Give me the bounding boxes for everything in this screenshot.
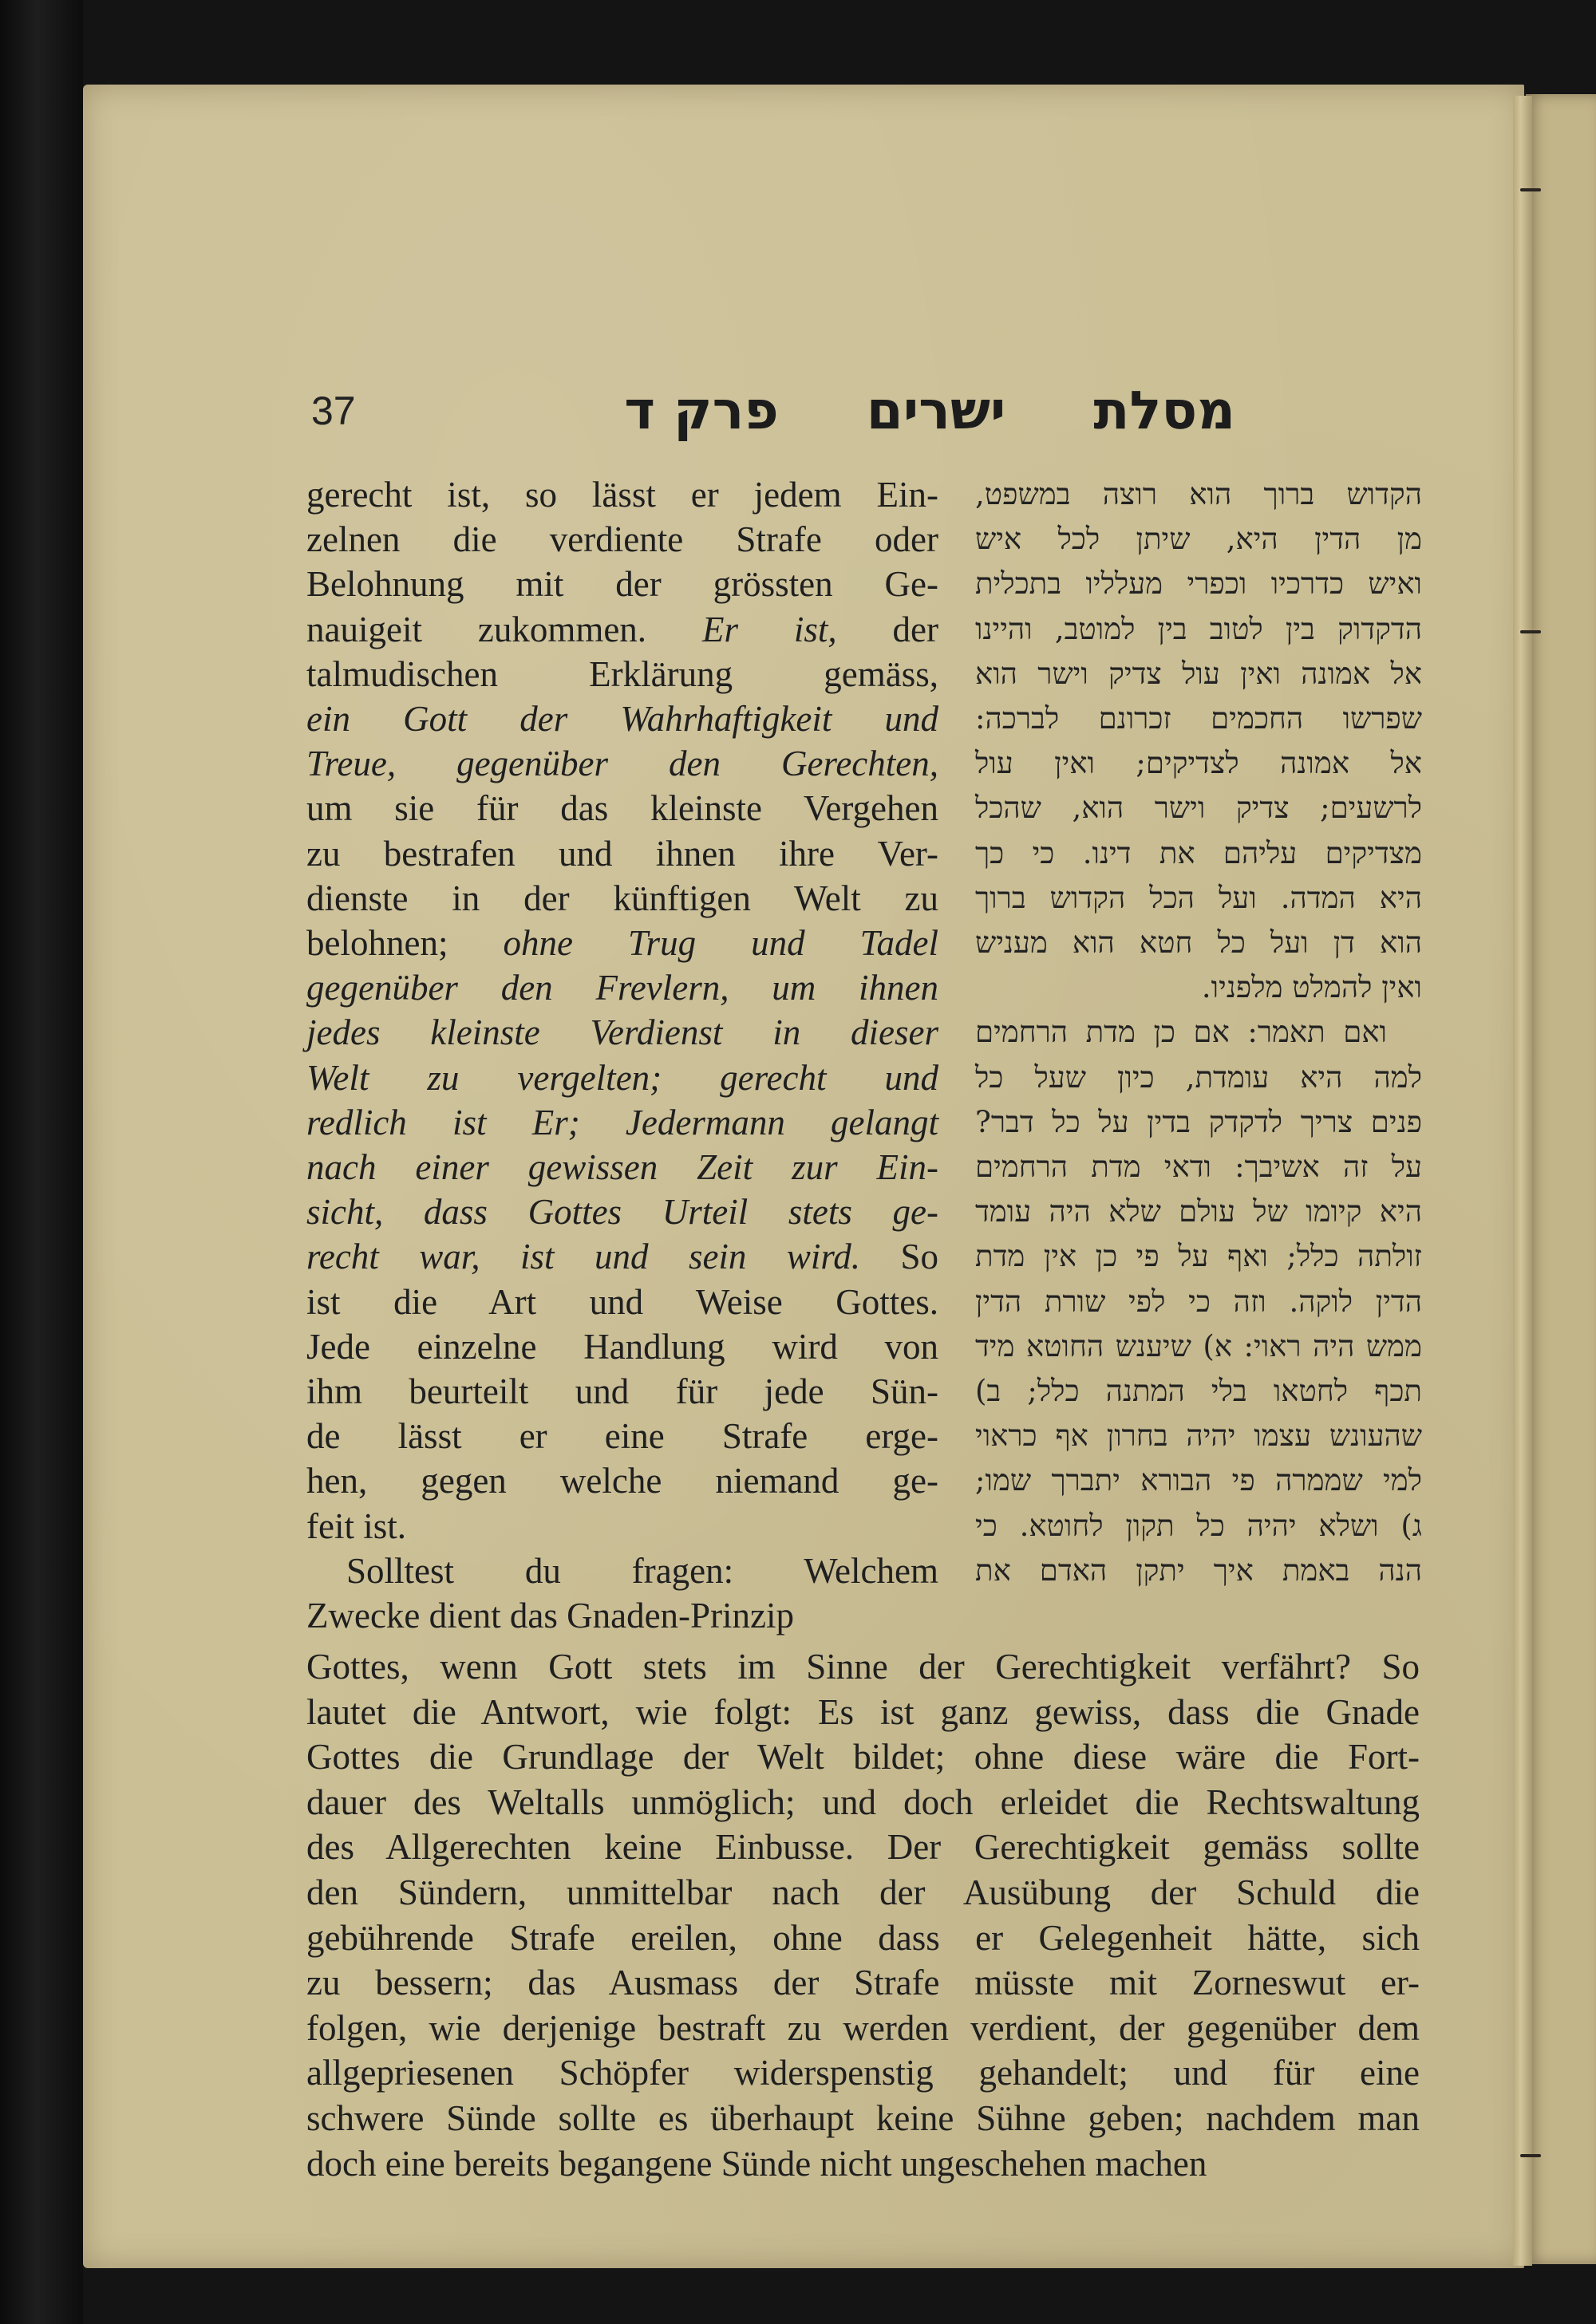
german-text-segment: recht war, ist und sein wird. bbox=[306, 1237, 860, 1277]
hebrew-line: פנים צריך לדקדק בדין על כל דבר? bbox=[975, 1104, 1422, 1139]
hebrew-line: על זה אשיבך: ודאי מדת הרחמים bbox=[975, 1150, 1422, 1185]
hebrew-line: היא קיומו של עולם שלא היה עומד bbox=[975, 1194, 1422, 1229]
german-line bbox=[306, 876, 938, 921]
german-text-segment: nach einer gewissen Zeit zur Ein- bbox=[306, 1147, 938, 1188]
german-text-segment: talmudischen Erklärung gemäss, bbox=[306, 653, 938, 694]
german-line bbox=[306, 1458, 938, 1503]
german-text-segment: sicht, dass Gottes Urteil stets ge- bbox=[306, 1192, 938, 1233]
running-head bbox=[624, 380, 1235, 441]
german-line bbox=[306, 1593, 938, 1638]
page-header bbox=[83, 380, 1524, 452]
german-line bbox=[306, 1549, 938, 1593]
german-line bbox=[306, 1100, 938, 1145]
full-width-line: folgen, wie derjenige bestraft zu werden verdient, der gegenüber dem bbox=[306, 2007, 1420, 2048]
german-text-segment: So bbox=[860, 1237, 938, 1277]
running-head-title-1: מסלת bbox=[1093, 380, 1235, 441]
hebrew-line: הדין לוקה. וזה כי לפי שורת הדין bbox=[975, 1284, 1422, 1319]
german-text-segment: zu bestrafen und ihnen ihre Ver- bbox=[306, 833, 938, 874]
german-line bbox=[306, 1010, 938, 1055]
german-text-segment: gerecht ist, so lässt er jedem Ein- bbox=[306, 475, 938, 515]
german-line bbox=[306, 965, 938, 1010]
hebrew-line: שהעונש עצמו יהיה בחרון אף כראוי bbox=[975, 1418, 1422, 1454]
german-line bbox=[306, 517, 938, 562]
german-text-segment: gegenüber den Frevlern, um ihnen bbox=[306, 968, 938, 1008]
german-text-segment: Solltest du fragen: Welchem bbox=[346, 1550, 938, 1591]
running-head-chapter: פרק ד bbox=[624, 380, 779, 441]
german-text-segment: um sie für das kleinste Vergehen bbox=[306, 788, 938, 829]
full-width-line: zu bessern; das Ausmass der Strafe müsste mit Zorneswut er- bbox=[306, 1963, 1420, 2003]
german-line bbox=[306, 831, 938, 876]
german-line bbox=[306, 562, 938, 606]
german-text-segment: Treue, gegenüber den Gerechten, bbox=[306, 744, 938, 784]
hebrew-line: ואיש כדרכיו וכפרי מעלליו בתכלית bbox=[975, 566, 1422, 602]
facing-page-edge bbox=[1526, 94, 1596, 2264]
german-text-segment: der bbox=[836, 609, 938, 649]
german-text-segment: dienste in der künftigen Welt zu bbox=[306, 878, 938, 918]
hebrew-line: היא המדה. ועל הכל הקדוש ברוך bbox=[975, 880, 1422, 915]
german-text-segment: Er ist, bbox=[701, 609, 837, 649]
german-text-segment: jedes kleinste Verdienst in dieser bbox=[306, 1012, 938, 1053]
page-edge bbox=[1513, 96, 1532, 2266]
hebrew-line: הקדוש ברוך הוא רוצה במשפט, bbox=[975, 477, 1422, 511]
full-width-line: allgepriesenen Schöpfer widerspenstig gehandelt; und für eine bbox=[306, 2053, 1420, 2093]
hebrew-line: ג) ושלא יהיה כל תקון לחוטא. כי bbox=[975, 1508, 1422, 1543]
hebrew-line: מן הדין היא, שיתן לכל איש bbox=[975, 522, 1422, 557]
german-line bbox=[306, 1369, 938, 1414]
german-line bbox=[306, 1055, 938, 1100]
hebrew-line: אל אמונה ואין עול צדיק וישר הוא bbox=[975, 656, 1422, 691]
german-text-segment: zelnen die verdiente Strafe oder bbox=[306, 519, 938, 560]
german-text-segment: ein Gott der Wahrhaftigkeit und bbox=[306, 699, 938, 740]
hebrew-line: ממש היה ראוי: א) שיענש החוטא מיד bbox=[975, 1328, 1422, 1363]
edge-mark bbox=[1520, 630, 1541, 633]
german-text-segment: ist die Art und Weise Gottes. bbox=[306, 1281, 938, 1322]
hebrew-line: שפרשו החכמים זכרונם לברכה: bbox=[975, 701, 1422, 736]
german-text-segment: de lässt er eine Strafe erge- bbox=[306, 1416, 938, 1457]
hebrew-line: מצדיקים עליהם את דינו. כי כך bbox=[975, 835, 1422, 870]
hebrew-line: הנה באמת איך יתקן האדם את bbox=[975, 1553, 1422, 1588]
german-text-segment: ihm beurteilt und für jede Sün- bbox=[306, 1371, 938, 1412]
hebrew-line: ואין להמלט מלפניו. bbox=[1201, 970, 1422, 1005]
german-text-segment: feit ist. bbox=[306, 1505, 406, 1546]
german-text-segment: ohne Trug und Tadel bbox=[503, 923, 939, 964]
german-line bbox=[306, 1190, 938, 1234]
german-text-segment: nauigeit zukommen. bbox=[306, 609, 702, 649]
german-line bbox=[306, 1145, 938, 1190]
edge-mark bbox=[1520, 188, 1541, 191]
german-line bbox=[306, 696, 938, 741]
german-line bbox=[306, 1414, 938, 1458]
german-line bbox=[306, 1280, 938, 1324]
german-line bbox=[306, 786, 938, 831]
german-text-segment: redlich ist Er; Jedermann gelangt bbox=[306, 1102, 938, 1142]
german-line bbox=[306, 921, 938, 965]
german-line bbox=[306, 1234, 938, 1279]
hebrew-line: זולתה כלל; ואף על פי כן אין מדת bbox=[975, 1239, 1422, 1274]
running-head-title-2: ישרים bbox=[866, 380, 1006, 441]
full-width-line: schwere Sünde sollte es überhaupt keine Sühne geben; nachdem man bbox=[306, 2097, 1420, 2138]
german-line bbox=[306, 1504, 938, 1549]
hebrew-column bbox=[975, 472, 1422, 1593]
full-width-line: gebührende Strafe ereilen, ohne dass er Gelegenheit hätte, sich bbox=[306, 1917, 1420, 1958]
hebrew-line: אל אמונה לצדיקים; ואין עול bbox=[975, 746, 1422, 781]
full-width-text bbox=[306, 1644, 1420, 2186]
book-binding bbox=[0, 0, 83, 2324]
full-width-line: Gottes, wenn Gott stets im Sinne der Gerechtigkeit verfährt? So bbox=[306, 1647, 1420, 1687]
german-line bbox=[306, 741, 938, 786]
german-line bbox=[306, 652, 938, 696]
hebrew-line: לרשעים; צדיק וישר הוא, שהכל bbox=[975, 791, 1422, 826]
german-line bbox=[306, 1324, 938, 1369]
hebrew-line: ואם תאמר: אם כן מדת הרחמים bbox=[975, 1015, 1387, 1050]
hebrew-line: הוא דן ועל כל חטא הוא מעניש bbox=[975, 925, 1422, 961]
german-text-segment: hen, gegen welche niemand ge- bbox=[306, 1461, 938, 1501]
full-width-line: Gottes die Grundlage der Welt bildet; ohne diese wäre die Fort- bbox=[306, 1737, 1420, 1778]
hebrew-line: למי שממרה פי הבורא יתברך שמו; bbox=[975, 1463, 1422, 1498]
german-text-segment: Zwecke dient das Gnaden-Prinzip bbox=[306, 1596, 795, 1636]
german-text-segment: Belohnung mit der grössten Ge- bbox=[306, 564, 938, 605]
german-text-segment: belohnen; bbox=[306, 923, 504, 964]
edge-mark bbox=[1520, 2154, 1541, 2157]
full-width-line: dauer des Weltalls unmöglich; und doch erleidet die Rechtswaltung bbox=[306, 1781, 1420, 1822]
full-width-line: des Allgerechten keine Einbusse. Der Gerechtigkeit gemäss sollte bbox=[306, 1827, 1420, 1868]
full-width-line: lautet die Antwort, wie folgt: Es ist ganz gewiss, dass die Gnade bbox=[306, 1691, 1420, 1732]
german-text-segment: Jede einzelne Handlung wird von bbox=[306, 1326, 938, 1367]
full-width-line: doch eine bereits begangene Sünde nicht ungeschehen machen bbox=[306, 2143, 1207, 2184]
book-page bbox=[83, 85, 1524, 2268]
full-width-line: den Sündern, unmittelbar nach der Ausübung der Schuld die bbox=[306, 1872, 1420, 1912]
german-line bbox=[306, 472, 938, 517]
german-line bbox=[306, 607, 938, 652]
german-text-segment: Welt zu vergelten; gerecht und bbox=[306, 1057, 938, 1098]
german-column bbox=[306, 472, 938, 1638]
hebrew-line: למה היא עומדת, כיון שעל כל bbox=[975, 1059, 1422, 1095]
hebrew-line: הדקדוק בין לטוב בין למוטב, והיינו bbox=[975, 611, 1422, 646]
hebrew-line: תכף לחטאו בלי המתנה כלל; ב) bbox=[975, 1374, 1422, 1409]
page-number: 37 bbox=[311, 389, 356, 433]
